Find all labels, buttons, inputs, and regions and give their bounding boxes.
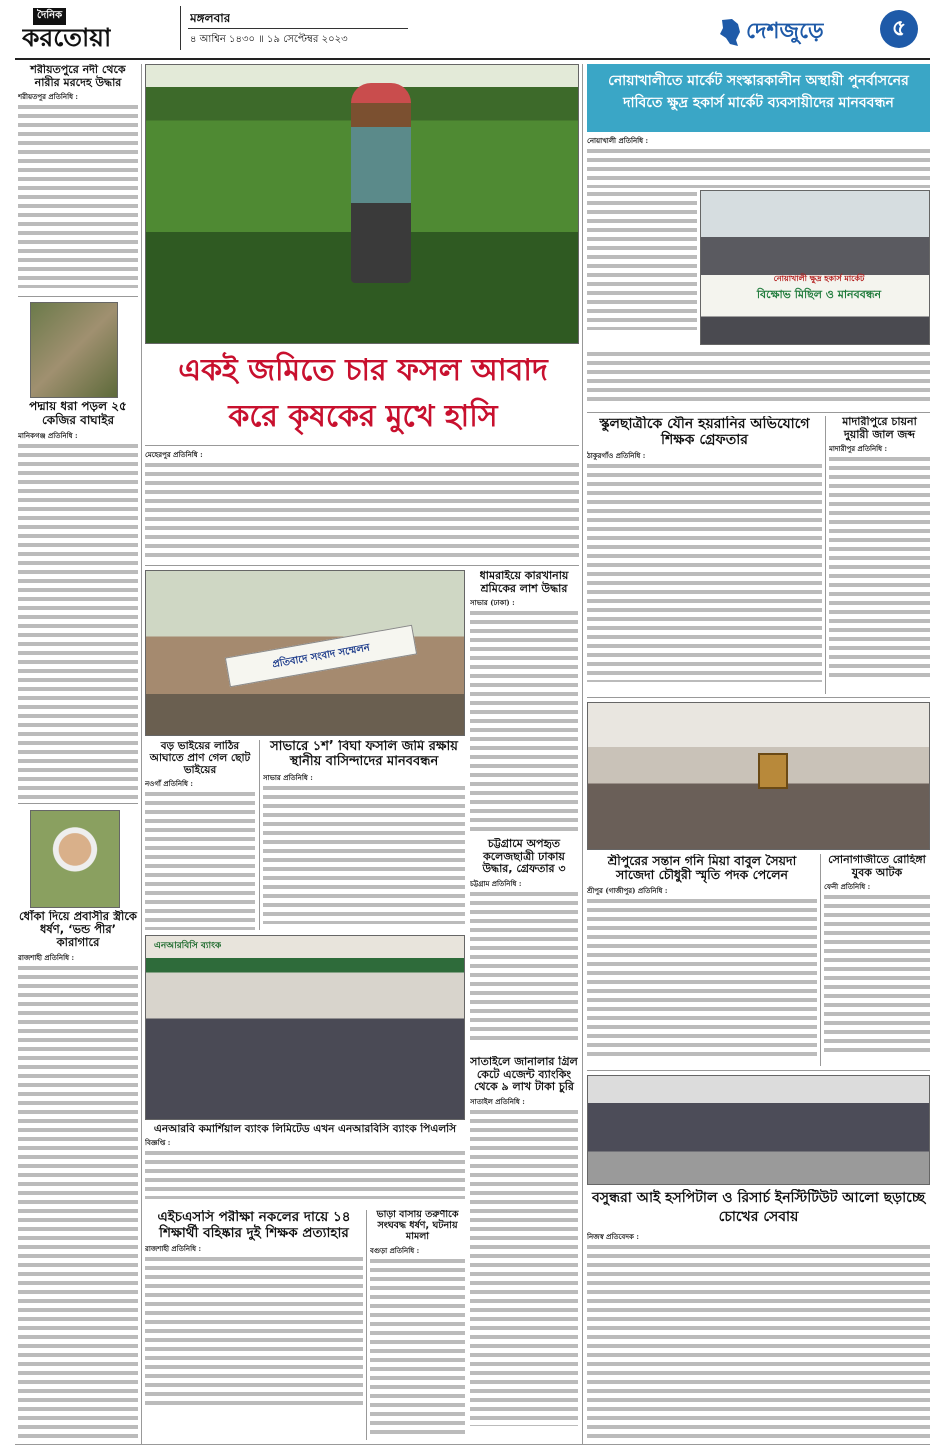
body-text: [587, 462, 822, 682]
body-text: [18, 964, 138, 1440]
headline: শরীয়তপুরে নদী থেকে নারীর মরদেহ উদ্ধার: [30, 64, 126, 89]
byline: ফেনী প্রতিনিধি :: [824, 882, 871, 892]
byline: চট্টগ্রাম প্রতিনিধি :: [470, 878, 522, 888]
body-text: [587, 190, 697, 330]
headline: শ্রীপুরের সন্তান গনি মিয়া বাবুল সৈয়দা সাজেদা চৌধুরী স্মৃতি পদক পেলেন: [607, 854, 797, 883]
byline: নোয়াখালী প্রতিনিধি :: [587, 136, 649, 145]
article-four-crops-body: [145, 450, 579, 562]
byline: মানিকগঞ্জ প্রতিনিধি :: [18, 430, 78, 440]
photo-python: [30, 302, 118, 398]
body-text: [829, 455, 930, 680]
headline: মাদারীপুরে চায়না দুয়ারী জাল জব্দ: [842, 416, 917, 441]
headline: সাতাইলে জানালার গ্রিল কেটে এজেন্ট ব্যাংকিং থেকে ৯ লাখ টাকা চুরি: [470, 1056, 578, 1094]
article-river-body: [18, 64, 138, 292]
issue-date: ৪ আশ্বিন ১৪৩০ ॥ ১৯ সেপ্টেম্বর ২০২৩: [190, 34, 348, 45]
article-noakhali-text-top: [587, 136, 930, 188]
article-brother: [145, 740, 255, 930]
headline: সাভারে ১শ’ বিঘা ফসলি জমি রক্ষায় স্থানীয় বাসিন্দাদের মানববন্ধন: [270, 740, 458, 769]
body-text: [145, 1149, 465, 1199]
award-plaque: [758, 753, 788, 789]
photo-pir: [30, 810, 120, 908]
noakhali-banner: [719, 273, 919, 313]
issue-day: মঙ্গলবার: [190, 11, 231, 25]
photo-noakhali-protest: [700, 190, 930, 345]
body-text: [587, 350, 930, 406]
article-pir: [18, 910, 138, 1440]
byline: সাভার (ঢাকা) :: [470, 598, 515, 608]
body-text: [263, 784, 465, 924]
article-china-net: [829, 416, 930, 694]
byline: শরীয়তপুর প্রতিনিধি :: [18, 92, 79, 102]
photo-bashundhara: [587, 1075, 930, 1185]
photo-savar-protest: [145, 570, 465, 736]
byline: সাভার প্রতিনিধি :: [263, 772, 313, 782]
headline-four-crops: একই জমিতে চার ফসল আবাদ করে কৃষকের মুখে হাসি: [178, 353, 548, 434]
byline: রাজশাহী প্রতিনিধি :: [18, 952, 75, 962]
headline: এইচএসসি পরীক্ষা নকলের দায়ে ১৪ শিক্ষার্থী বহিষ্কার দুই শিক্ষক প্রত্যাহার: [157, 1210, 351, 1241]
byline: সাতাইল প্রতিনিধি :: [470, 1096, 525, 1106]
body-text: [470, 1108, 578, 1426]
article-noakhali-text-bottom: [587, 350, 930, 408]
headline: পদ্মায় ধরা পড়ল ২৫ কেজির বাঘাইর: [29, 400, 127, 427]
section-title: দেশজুড়ে: [746, 19, 824, 44]
noakhali-banner-line2: বিক্ষোভ মিছিল ও মানববন্ধন: [756, 288, 882, 301]
farmer-figure: [351, 83, 411, 283]
savar-banner: [225, 625, 417, 688]
noakhali-banner-line1: নোয়াখালী ক্ষুদ্র হকার্স মার্কেট: [773, 274, 865, 283]
body-text: [145, 790, 255, 930]
headline: ধামরাইয়ে কারখানায় শ্রমিকের লাশ উদ্ধার: [479, 570, 569, 595]
byline: নিজস্ব প্রতিবেদক :: [587, 1232, 639, 1241]
nrb-sign: এনআরবিসি ব্যাংক: [154, 941, 222, 951]
byline: শ্রীপুর (গাজীপুর) প্রতিনিধি :: [587, 885, 668, 895]
headline: সোনাগাজীতে রোহিঙ্গা যুবক আটক: [828, 854, 926, 879]
body-text: [587, 897, 817, 1057]
article-sreepur: [587, 854, 817, 1066]
byline: বগুড়া প্রতিনিধি :: [370, 1245, 420, 1255]
body-text: [587, 147, 930, 188]
body-text: [145, 461, 579, 561]
headline-bashundhara: বসুন্ধরা আই হসপিটাল ও রিসার্চ ইনস্টিটিউট আলো ছড়াচ্ছে চোখের সেবায়: [591, 1190, 926, 1225]
paper-logo: করতোয়া: [22, 23, 112, 52]
byline: মেহেরপুর প্রতিনিধি :: [145, 450, 203, 459]
paper-small-label: দৈনিক: [33, 8, 66, 25]
article-sylhet: [470, 1056, 578, 1440]
body-text: [145, 1255, 363, 1405]
article-python: [18, 400, 138, 800]
headline: স্কুলছাত্রীকে যৌন হয়রানির অভিযোগে শিক্ষক গ্রেফতার: [599, 416, 810, 449]
byline: বিজ্ঞপ্তি :: [145, 1138, 171, 1148]
body-text: [470, 609, 578, 834]
photo-sreepur-award: [587, 702, 930, 850]
body-text: [370, 1257, 465, 1437]
headline-noakhali: নোয়াখালীতে মার্কেট সংস্কারকালীন অস্থায়ী পুনর্বাসনের দাবিতে ক্ষুদ্র হকার্স মার্কেট ব্যবসায়ীদের মানববন্ধন: [587, 64, 930, 132]
bangladesh-map-icon: [718, 18, 742, 48]
byline: ঠাকুরগাঁও প্রতিনিধি :: [587, 451, 646, 461]
article-rohingya: [824, 854, 930, 1066]
page-number: ৫: [880, 10, 918, 48]
body-text: [470, 890, 578, 1040]
headline: ধোঁকা দিয়ে প্রবাসীর স্ত্রীকে ধর্ষণ, ‘ভন্ড পীর’ কারাগারে: [19, 910, 137, 950]
article-nrb: [145, 1123, 465, 1205]
article-dhamrai: [470, 570, 578, 835]
article-noakhali-text-left: [587, 190, 697, 330]
article-hsc: [145, 1210, 363, 1440]
article-bus: [370, 1210, 465, 1440]
headline: বড় ভাইয়ের লাঠির আঘাতে প্রাণ গেল ছোট ভাইয়ের: [149, 740, 251, 777]
photo-nrb-bank: [145, 935, 465, 1120]
headline: চট্টগ্রামে অপহৃত কলেজছাত্রী ঢাকায় উদ্ধার, গ্রেফতার ৩: [482, 838, 566, 876]
masthead: [0, 0, 945, 60]
body-text: [18, 442, 138, 800]
byline: মাদারীপুর প্রতিনিধি :: [829, 444, 888, 454]
body-text: [18, 103, 138, 288]
headline: ভাড়া বাসায় তরুণীকে সংঘবদ্ধ ধর্ষণ, ঘটনায় মামলা: [376, 1210, 459, 1242]
byline: রাজশাহী প্রতিনিধি :: [145, 1244, 202, 1254]
article-ctg: [470, 838, 578, 1053]
body-text: [587, 1243, 930, 1439]
article-school-girl: [587, 416, 822, 694]
byline: নওগাঁ প্রতিনিধি :: [145, 779, 193, 789]
headline: এনআরবি কমার্শিয়াল ব্যাংক লিমিটেড এখন এনআরবিসি ব্যাংক পিএলসি: [153, 1123, 457, 1135]
photo-farmer-field: [145, 64, 579, 344]
savar-banner-text: প্রতিবাদে সংবাদ সম্মেলন: [271, 642, 371, 671]
article-bashundhara: [587, 1232, 930, 1440]
body-text: [824, 893, 930, 1053]
article-savar: [263, 740, 465, 930]
